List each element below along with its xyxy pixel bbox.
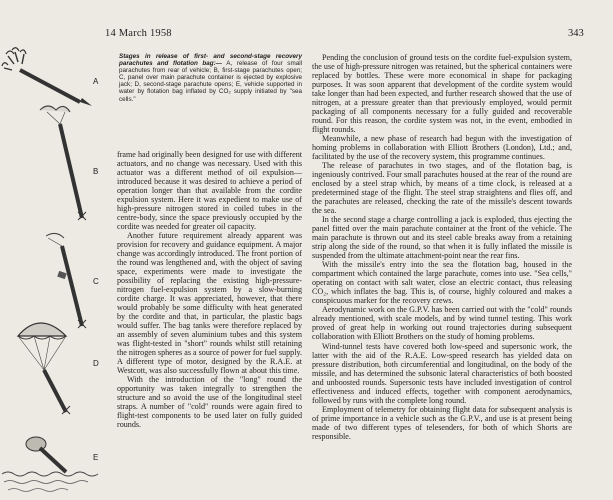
stage-label-e: E [93,453,99,462]
stage-e-drawing [2,437,98,492]
paragraph: In the second stage a charge controlling a jack is exploded, thus ejecting the panel fitted over the main parachute container at the front of the vehicle. The main parachute is thrown out and its steel cable breaks away from a retaining strip along the side of the round, so that when it is fully inflated the missile is suspended from the ultimate attachment-point near the rear fins. [312,215,572,261]
paragraph: With the missile's entry into the sea the flotation bag, housed in the compartment which contained the large parachute, comes into use. "Sea cells," operating on contact with salt water, close an electric contact, thus releasing CO₂, which inflates the bag. This is, of course, highly coloured and makes a conspicuous marker for the recovery crews. [312,260,572,306]
stage-d-drawing [18,323,70,414]
stage-label-d: D [93,359,99,368]
stage-label-a: A [93,77,99,86]
paragraph: Wind-tunnel tests have covered both low-speed and supersonic work, the latter with the aid of the R.A.E. Low-speed research has yielded data on pressure distribution, both circumferential and longitudinal, on the body of the missile, and has determined the subsonic lateral characteristics of both boosted and unboosted rounds. Supersonic tests have included investigation of control effectiveness and induced effects, together with component aerodynamics, followed by runs with the complete long round. [312,341,572,405]
paragraph: Another future requirement already apparent was provision for recovery and guidance equipment. A major change was accordingly introduced. The front portion of the round was lengthened and, with the object of saving space, experiments were made to investigate the possibility of replacing the existing high-pressure-nitrogen fuel-expulsion system by a slow-burning cordite charge. It was appreciated, however, that there would probably be some difficulty with heat generated by the cordite and that, in particular, the plastic bags would suffer. The bag tanks were therefore replaced by an assembly of seven aluminium tubes and this system was flight-tested in "short" rounds whilst still retaining the nitrogen spheres as a source of power for fuel supply. A different type of motor, designed by the R.A.E. at Westcott, was also successfully flown at about this time. [117,231,302,376]
paragraph: frame had originally been designed for use with different actuators, and no change was necessary. Used with this actuator was a different method of oil expulsion—introduced because it was desired to achieve a period of operation longer than that available from the cordite expulsion system. Here it was expedient to make use of high-pressure nitrogen stored in coiled tubes in the centre-body, since the space previously occupied by the cordite was needed for greater oil capacity. [117,150,302,232]
paragraph: Meanwhile, a new phase of research had begun with the investigation of homing problems in collaboration with Elliott Brothers (London), Ltd.; and, facilitated by the use of the recovery system, this programme continues. [312,134,572,162]
paragraph: Employment of telemetry for obtaining flight data for subsequent analysis is of prime importance in a vehicle such as the G.P.V., and use is at present being made of two different types of telesenders, for both of which Shorts are responsible. [312,404,572,441]
paragraph: With the introduction of the "long" round the opportunity was taken integrally to strengthen the structure and so avoid the use of the longitudinal steel straps. A number of "cold" rounds were again fired to flight-test components to be used later on fully guided rounds. [117,375,302,430]
stage-label-c: C [93,277,99,286]
stage-b-drawing [40,106,86,220]
paragraph: Aerodynamic work on the G.P.V. has been carried out with the "cold" rounds already mentioned, with scale models, and by wind tunnel testing. This work proved of great help in working out round trajectories during subsequent collaboration with Elliott Brothers on the study of homing problems. [312,305,572,342]
stage-c-drawing [46,233,86,328]
caption-body: A, release of four small parachutes from rear of vehicle; B, first-stage parachutes open; C, panel over main parachute container is ejected by explosive jack; D, second-stage parachute opens; E, vehicle supported in water by flotation bag inflated by CO₂ supply initiated by "sea cells." [119,60,302,103]
paragraph: Pending the conclusion of ground tests on the cordite fuel-expulsion system, the use of high-pressure nitrogen was retained, but the spherical containers were replaced by bottles. These were more economical in shape for packaging purposes. It was soon apparent that development of the cordite system would take longer than had been expected, and further research showed that the use of nitrogen, at a pressure greater than that previously employed, would permit packaging of all components necessary for a fully guided and recoverable round. For this reason, the cordite system was not, in the event, embodied in flight rounds. [312,53,572,135]
middle-text-column [117,150,302,429]
page-date: 14 March 1958 [105,28,172,39]
paragraph: The release of parachutes in two stages, and of the flotation bag, is ingeniously contrived. Four small parachutes housed at the rear of the round are enclosed by a steel strap which, by means of a time clock, is released at a predetermined stage of the flight. The steel strap straightens and flies off, and the parachutes are released, checking the rate of the missile's descent towards the sea. [312,161,572,216]
right-text-column [312,53,572,441]
caption-lead: Stages in release of first- and second-stage recovery parachutes and flotation bag:— [119,53,302,68]
stage-a-drawing [2,48,92,106]
stage-label-b: B [93,167,99,176]
recovery-stages-illustration [0,40,112,495]
page-number: 343 [568,28,584,39]
figure-caption [119,53,302,103]
